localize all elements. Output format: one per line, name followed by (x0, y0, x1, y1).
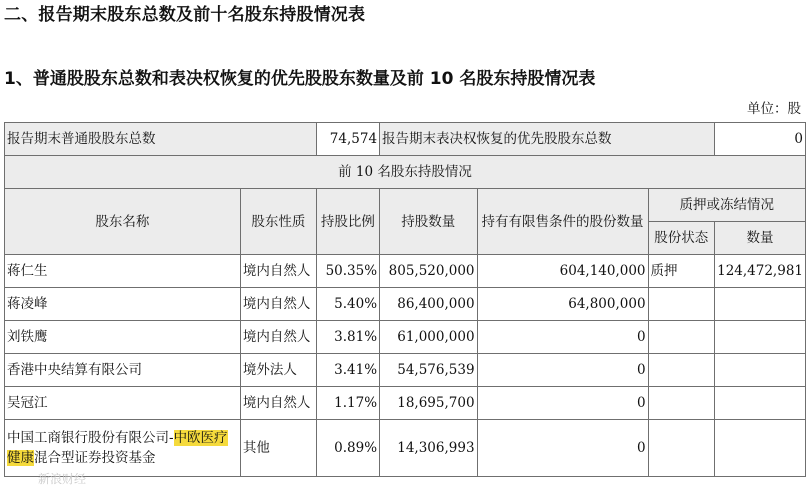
holding-ratio: 5.40% (316, 288, 379, 321)
holding-quantity: 18,695,700 (380, 387, 477, 420)
shareholder-name: 刘铁鹰 (5, 321, 241, 354)
pledge-status (648, 387, 715, 420)
holding-quantity: 61,000,000 (380, 321, 477, 354)
common-holders-value: 74,574 (316, 123, 379, 156)
shareholder-nature: 境内自然人 (240, 288, 316, 321)
restricted-quantity: 0 (477, 387, 648, 420)
pledge-count (715, 354, 806, 387)
shareholder-name: 蒋凌峰 (5, 288, 241, 321)
col-nature: 股东性质 (240, 189, 316, 255)
restricted-quantity: 0 (477, 420, 648, 477)
pledge-status (648, 354, 715, 387)
holding-ratio: 1.17% (316, 387, 379, 420)
pledge-count (715, 288, 806, 321)
holding-quantity: 805,520,000 (380, 255, 477, 288)
holding-quantity: 54,576,539 (380, 354, 477, 387)
pledge-status: 质押 (648, 255, 715, 288)
pref-holders-label: 报告期末表决权恢复的优先股股东总数 (380, 123, 715, 156)
pref-holders-value: 0 (715, 123, 806, 156)
holding-quantity: 86,400,000 (380, 288, 477, 321)
pledge-count (715, 321, 806, 354)
pledge-status (648, 288, 715, 321)
unit-label: 单位：股 (747, 101, 801, 117)
col-quantity: 持股数量 (380, 189, 477, 255)
table-row (5, 321, 806, 354)
name-text: 混合型证券投资基金 (34, 450, 156, 466)
column-header-row (5, 189, 806, 222)
section-heading: 二、报告期末股东总数及前十名股东持股情况表 (4, 5, 366, 25)
col-name: 股东名称 (5, 189, 241, 255)
table-row (5, 387, 806, 420)
top10-title: 前 10 名股东持股情况 (5, 156, 806, 189)
col-ratio: 持股比例 (316, 189, 379, 255)
subsection-heading: 1、普通股股东总数和表决权恢复的优先股股东数量及前 10 名股东持股情况表 (4, 69, 596, 89)
shareholder-nature: 其他 (240, 420, 316, 477)
holding-ratio: 0.89% (316, 420, 379, 477)
shareholder-name (5, 420, 241, 477)
table-row (5, 288, 806, 321)
col-restricted: 持有有限售条件的股份数量 (477, 189, 648, 255)
restricted-quantity: 604,140,000 (477, 255, 648, 288)
common-holders-label: 报告期末普通股股东总数 (5, 123, 317, 156)
restricted-quantity: 0 (477, 354, 648, 387)
name-highlight: 健康 (7, 450, 34, 466)
summary-row (5, 123, 806, 156)
table-row (5, 420, 806, 477)
restricted-quantity: 0 (477, 321, 648, 354)
shareholder-nature: 境外法人 (240, 354, 316, 387)
table-row (5, 255, 806, 288)
shareholder-nature: 境内自然人 (240, 387, 316, 420)
shareholder-nature: 境内自然人 (240, 321, 316, 354)
shareholder-name: 吴冠江 (5, 387, 241, 420)
holding-ratio: 50.35% (316, 255, 379, 288)
top10-title-row (5, 156, 806, 189)
col-pledge-count: 数量 (715, 222, 806, 255)
holding-ratio: 3.81% (316, 321, 379, 354)
pledge-status (648, 420, 715, 477)
watermark: 新浪财经 (38, 472, 87, 486)
col-pledge-status: 股份状态 (648, 222, 715, 255)
restricted-quantity: 64,800,000 (477, 288, 648, 321)
pledge-count (715, 387, 806, 420)
pledge-status (648, 321, 715, 354)
holding-quantity: 14,306,993 (380, 420, 477, 477)
shareholder-name: 香港中央结算有限公司 (5, 354, 241, 387)
name-highlight: 中欧医疗 (173, 430, 228, 446)
name-text: 中国工商银行股份有限公司- (7, 430, 174, 446)
pledge-count (715, 420, 806, 477)
holding-ratio: 3.41% (316, 354, 379, 387)
col-pledge: 质押或冻结情况 (648, 189, 805, 222)
shareholder-nature: 境内自然人 (240, 255, 316, 288)
shareholder-table (4, 122, 806, 477)
pledge-count: 124,472,981 (715, 255, 806, 288)
table-row (5, 354, 806, 387)
shareholder-name: 蒋仁生 (5, 255, 241, 288)
